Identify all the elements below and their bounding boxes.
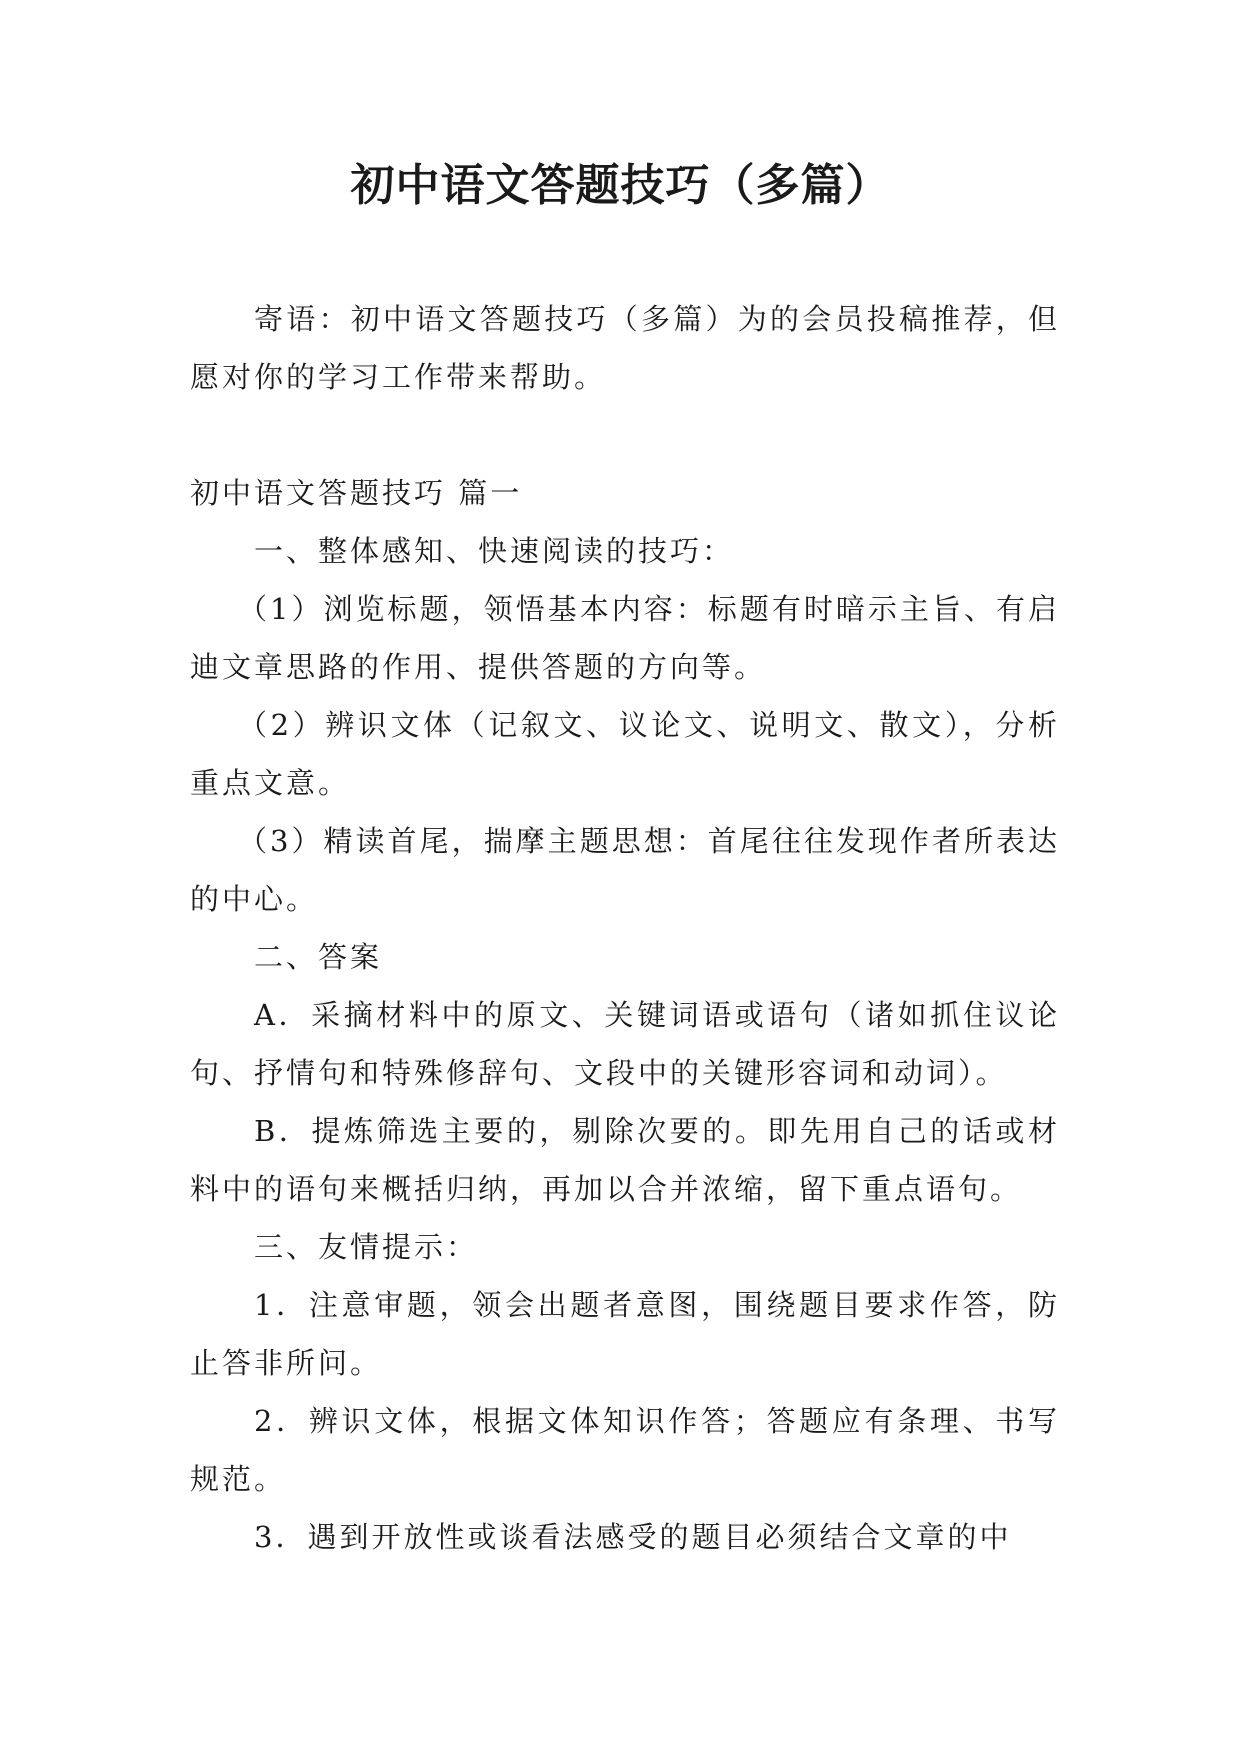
body-paragraph: A．采摘材料中的原文、关键词语或语句（诸如抓住议论句、抒情句和特殊修辞句、文段中的关键形容词和动词）。 bbox=[190, 998, 1060, 1090]
intro-paragraph: 寄语：初中语文答题技巧（多篇）为的会员投稿推荐，但愿对你的学习工作带来帮助。 bbox=[190, 302, 1060, 394]
document-body bbox=[190, 290, 1060, 1566]
section-heading: 初中语文答题技巧 篇一 bbox=[190, 476, 523, 510]
document-title: 初中语文答题技巧（多篇） bbox=[350, 160, 891, 211]
body-paragraph: 二、答案 bbox=[254, 940, 383, 974]
body-paragraph: B．提炼筛选主要的，剔除次要的。即先用自己的话或材料中的语句来概括归纳，再加以合并浓缩，留下重点语句。 bbox=[190, 1114, 1060, 1206]
body-paragraph: （3）精读首尾，揣摩主题思想：首尾往往发现作者所表达的中心。 bbox=[190, 824, 1060, 916]
body-paragraph: （1）浏览标题，领悟基本内容：标题有时暗示主旨、有启迪文章思路的作用、提供答题的方向等。 bbox=[190, 592, 1060, 684]
body-paragraph: 2．辨识文体，根据文体知识作答；答题应有条理、书写规范。 bbox=[190, 1404, 1060, 1496]
body-paragraph: （2）辨识文体（记叙文、议论文、说明文、散文），分析重点文意。 bbox=[190, 708, 1060, 800]
body-paragraph: 一、整体感知、快速阅读的技巧： bbox=[254, 534, 735, 568]
body-paragraph: 1．注意审题，领会出题者意图，围绕题目要求作答，防止答非所问。 bbox=[190, 1288, 1060, 1380]
spacer bbox=[190, 406, 1060, 464]
body-paragraph: 3．遇到开放性或谈看法感受的题目必须结合文章的中 bbox=[254, 1520, 1012, 1554]
body-paragraph: 三、友情提示： bbox=[254, 1230, 479, 1264]
